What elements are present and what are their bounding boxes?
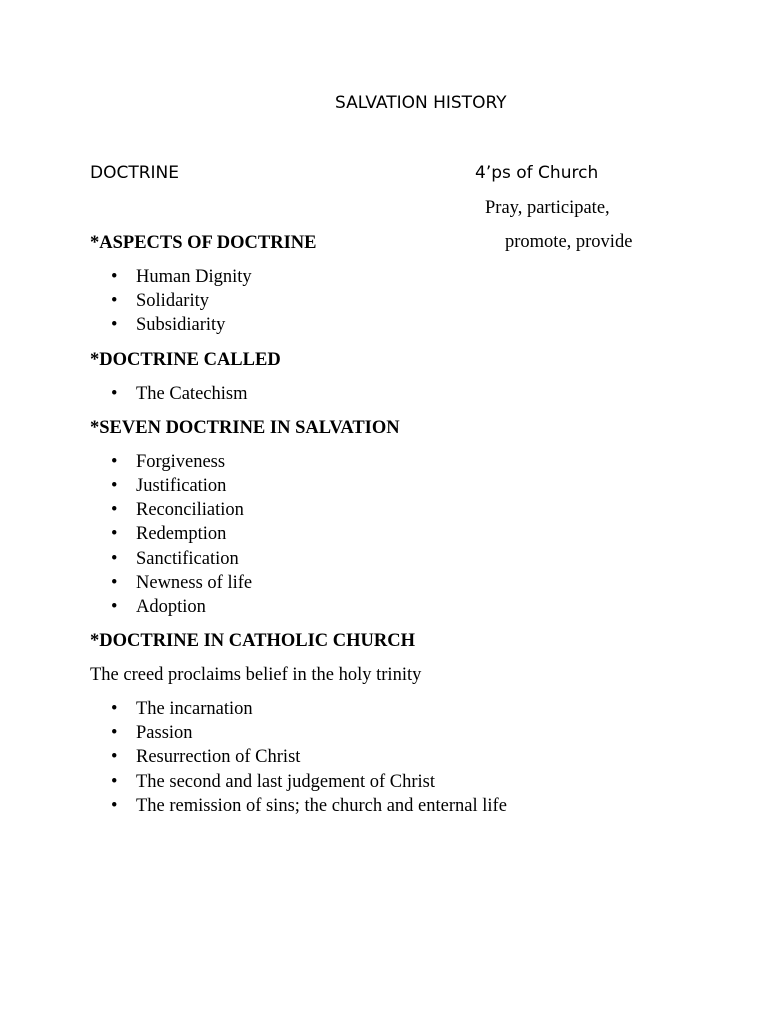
list-item-text: The second and last judgement of Christ	[136, 771, 436, 792]
bullet-icon: •	[111, 500, 118, 521]
bullet-icon: •	[111, 572, 118, 593]
list-item-text: Adoption	[136, 596, 206, 617]
called-list	[90, 382, 690, 406]
list-item	[90, 313, 690, 337]
section-heading-seven: *SEVEN DOCTRINE IN SALVATION	[90, 417, 400, 438]
bullet-icon: •	[111, 524, 118, 545]
list-item	[90, 595, 690, 619]
doctrine-heading: DOCTRINE	[90, 163, 180, 183]
list-item	[90, 450, 690, 474]
bullet-icon: •	[111, 771, 118, 792]
section-heading-called: *DOCTRINE CALLED	[90, 349, 281, 370]
list-item-text: The incarnation	[136, 699, 253, 720]
list-item-text: Sanctification	[136, 548, 239, 569]
list-item-text: Passion	[136, 723, 193, 744]
bullet-icon: •	[111, 596, 118, 617]
bullet-icon: •	[111, 383, 118, 404]
bullet-icon: •	[111, 723, 118, 744]
bullet-icon: •	[111, 795, 118, 816]
bullet-icon: •	[111, 548, 118, 569]
aspects-list	[90, 265, 690, 338]
section-heading-aspects: *ASPECTS OF DOCTRINE	[90, 233, 317, 253]
list-item	[90, 571, 690, 595]
list-item	[90, 721, 690, 745]
bullet-icon: •	[111, 699, 118, 720]
list-item-text: Newness of life	[136, 572, 253, 593]
section-heading-catholic: *DOCTRINE IN CATHOLIC CHURCH	[90, 631, 415, 652]
list-item	[90, 547, 690, 571]
list-item-text: Justification	[136, 475, 227, 496]
bullet-icon: •	[111, 315, 118, 336]
four-ps-line-2: promote, provide	[505, 232, 633, 252]
four-ps-line-1: Pray, participate,	[485, 198, 610, 218]
list-item	[90, 498, 690, 522]
list-item-text: Human Dignity	[136, 267, 252, 287]
list-item-text: Subsidiarity	[136, 315, 226, 336]
list-item	[90, 745, 690, 769]
main-column	[90, 231, 690, 828]
list-item-text: Resurrection of Christ	[136, 747, 301, 768]
bullet-icon: •	[111, 475, 118, 496]
list-item-text: Reconciliation	[136, 500, 244, 521]
four-ps-heading: 4’ps of Church	[475, 163, 599, 183]
list-item	[90, 265, 690, 289]
list-item	[90, 474, 690, 498]
list-item	[90, 382, 690, 406]
seven-list	[90, 450, 690, 619]
list-item	[90, 794, 690, 818]
list-item	[90, 289, 690, 313]
page-title: SALVATION HISTORY	[335, 93, 507, 113]
list-item-text: Forgiveness	[136, 451, 226, 472]
list-item-text: Redemption	[136, 524, 227, 545]
catholic-list	[90, 697, 690, 818]
bullet-icon: •	[111, 267, 118, 287]
bullet-icon: •	[111, 451, 118, 472]
list-item	[90, 522, 690, 546]
list-item	[90, 697, 690, 721]
list-item-text: The remission of sins; the church and enternal life	[136, 795, 507, 816]
list-item-text: The Catechism	[136, 383, 248, 404]
creed-paragraph: The creed proclaims belief in the holy trinity	[90, 665, 422, 686]
list-item	[90, 770, 690, 794]
bullet-icon: •	[111, 747, 118, 768]
list-item-text: Solidarity	[136, 291, 209, 312]
bullet-icon: •	[111, 291, 118, 312]
